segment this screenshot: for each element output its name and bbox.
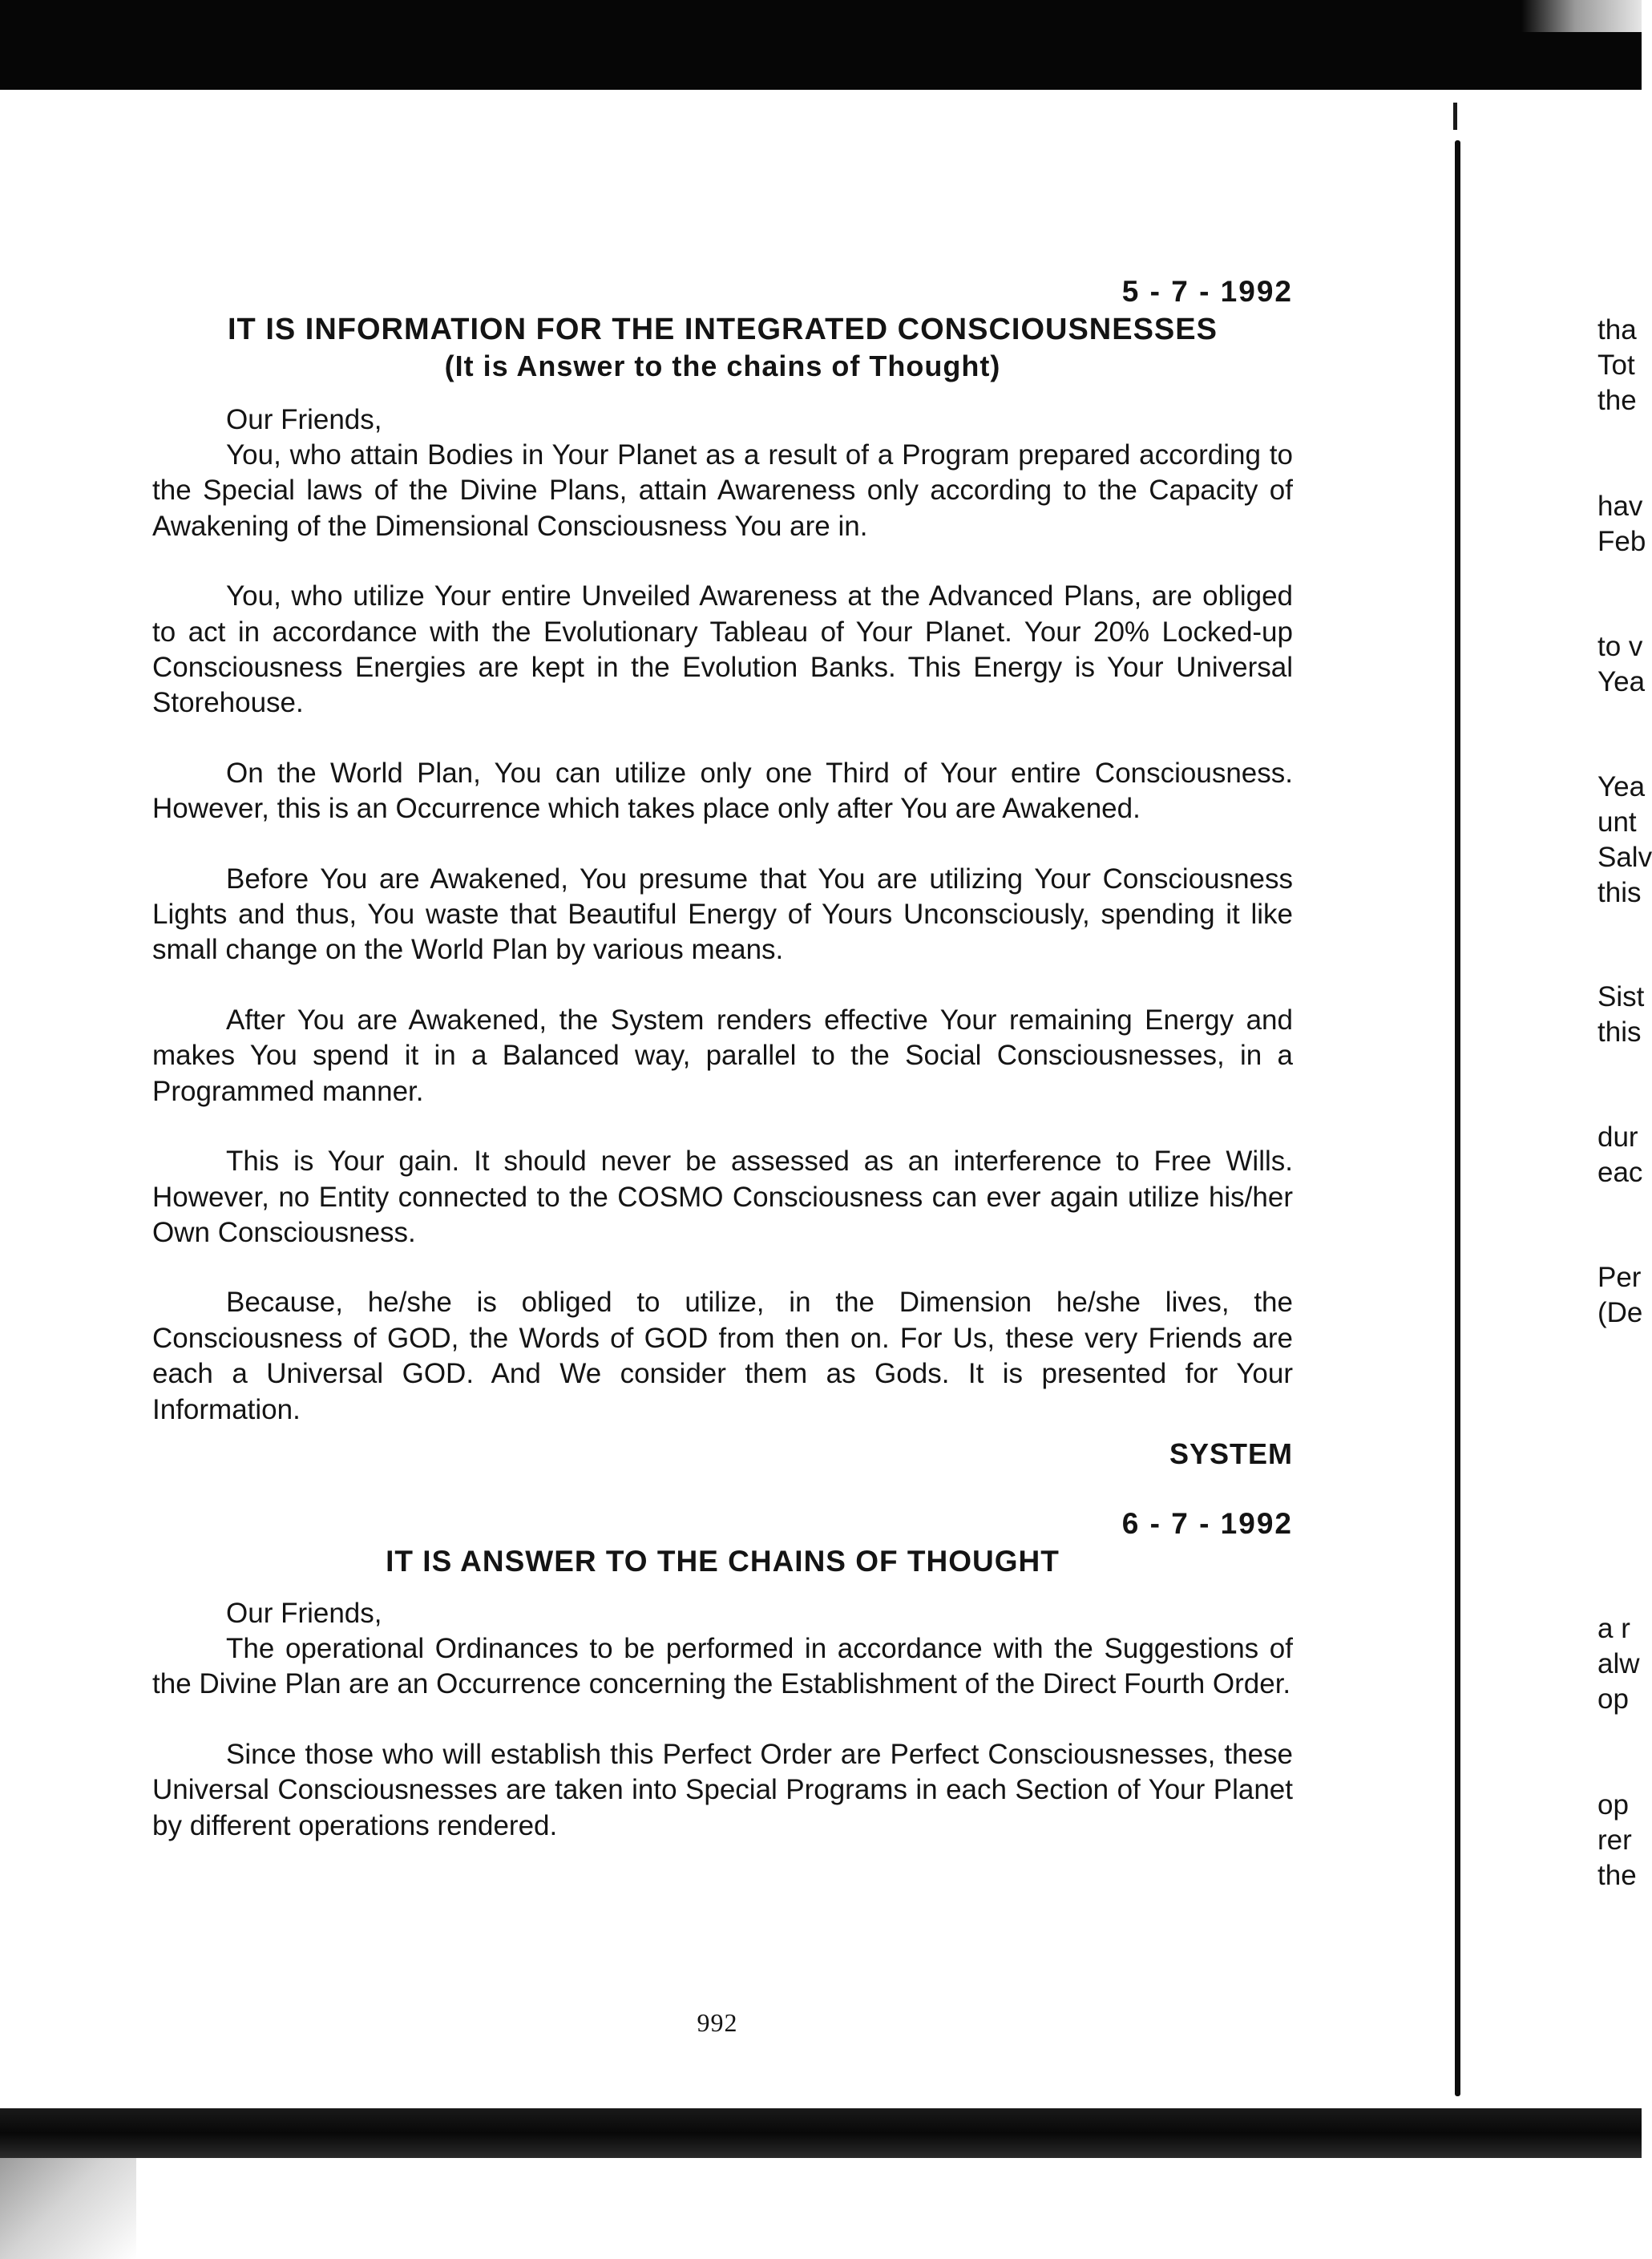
entry-date: 5 - 7 - 1992 — [1121, 275, 1293, 308]
binding-mark — [1453, 103, 1457, 130]
facing-line: this — [1597, 1016, 1642, 1048]
facing-line: to v — [1597, 631, 1643, 662]
paragraph: After You are Awakened, the System renders effective Your remaining Energy and makes You spend it in a Balanced way, parallel to the Social Consciousnesses, in a Programmed manner. — [152, 1004, 1293, 1107]
paragraph: You, who utilize Your entire Unveiled Awareness at the Advanced Plans, are obliged to act in accordance with the Evolutionary Tableau of Your Planet. Your 20% Locked-up Consciousness Energies are kept in the Evolution Banks. This Energy is Your Universal Storehouse. — [152, 580, 1293, 719]
paragraph: On the World Plan, You can utilize only one Third of Your entire Consciousness. However, this is an Occurrence which takes place only after You are Awakened. — [152, 757, 1293, 825]
facing-line: (De — [1597, 1297, 1643, 1328]
scan-bottom-edge — [0, 2108, 1642, 2158]
facing-line: op — [1597, 1789, 1629, 1821]
facing-line: Yea — [1597, 666, 1646, 697]
facing-line: the — [1597, 385, 1637, 416]
scan-top-edge — [0, 0, 1642, 90]
entry-title: IT IS ANSWER TO THE CHAINS OF THOUGHT — [386, 1544, 1060, 1578]
facing-line: Tot — [1597, 350, 1635, 381]
facing-line: Feb — [1597, 526, 1646, 557]
facing-line: rer — [1597, 1825, 1632, 1856]
entry-1 — [152, 273, 1293, 1473]
facing-line: a r — [1597, 1613, 1630, 1644]
entry-date: 6 - 7 - 1992 — [1121, 1506, 1293, 1540]
entry-subtitle: (It is Answer to the chains of Thought) — [444, 350, 1001, 382]
facing-line: tha — [1597, 314, 1637, 346]
paragraph: The operational Ordinances to be performed in accordance with the Suggestions of the Divine Plan are an Occurrence concerning the Establishment of the Direct Fourth Order. — [152, 1632, 1293, 1700]
book-binding-gutter — [1455, 140, 1460, 2096]
facing-line: alw — [1597, 1648, 1640, 1679]
facing-line: Salv — [1597, 842, 1652, 873]
paragraph: Because, he/she is obliged to utilize, in the Dimension he/she lives, the Consciousness of GOD, the Words of GOD from then on. For Us, these very Friends are each a Universal GOD. And We consider them as Gods. It is presented for Your Information. — [152, 1287, 1293, 1425]
paragraph: Since those who will establish this Perfect Order are Perfect Consciousnesses, these Universal Consciousnesses are taken into Special Programs in each Section of Your Planet by different operations rendered. — [152, 1738, 1293, 1841]
salutation: Our Friends, — [226, 404, 382, 435]
salutation: Our Friends, — [226, 1597, 382, 1629]
facing-line: op — [1597, 1683, 1629, 1715]
facing-line: eac — [1597, 1157, 1643, 1188]
facing-line: Sist — [1597, 981, 1645, 1012]
paragraph: This is Your gain. It should never be assessed as an interference to Free Wills. However, no Entity connected to the COSMO Consciousness can ever again utilize his/her Own Consciousness. — [152, 1146, 1293, 1248]
entry-2 — [152, 1505, 1293, 1844]
scan-bottom-corner — [0, 2158, 136, 2259]
document-page — [152, 273, 1293, 1878]
signature: SYSTEM — [1169, 1437, 1293, 1470]
facing-line: hav — [1597, 491, 1643, 522]
entry-title: IT IS INFORMATION FOR THE INTEGRATED CONSCIOUSNESSES — [228, 313, 1218, 346]
page-number: 992 — [697, 2008, 738, 2037]
facing-line: Yea — [1597, 771, 1646, 802]
paragraph: You, who attain Bodies in Your Planet as a result of a Program prepared according to the Special laws of the Divine Plans, attain Awareness only according to the Capacity of Awakening of the Dimensional Consciousness You are in. — [152, 439, 1293, 542]
facing-line: dur — [1597, 1121, 1638, 1153]
facing-line: Per — [1597, 1262, 1642, 1293]
facing-page-fragment — [1597, 313, 1652, 1916]
paragraph: Before You are Awakened, You presume that You are utilizing Your Consciousness Lights and thus, You waste that Beautiful Energy of Yours Unconsciously, spending it like small change on the World Plan by various means. — [152, 863, 1293, 966]
scan-top-highlight — [1521, 0, 1642, 32]
facing-line: unt — [1597, 806, 1637, 838]
facing-line: this — [1597, 877, 1642, 908]
facing-line: the — [1597, 1860, 1637, 1891]
